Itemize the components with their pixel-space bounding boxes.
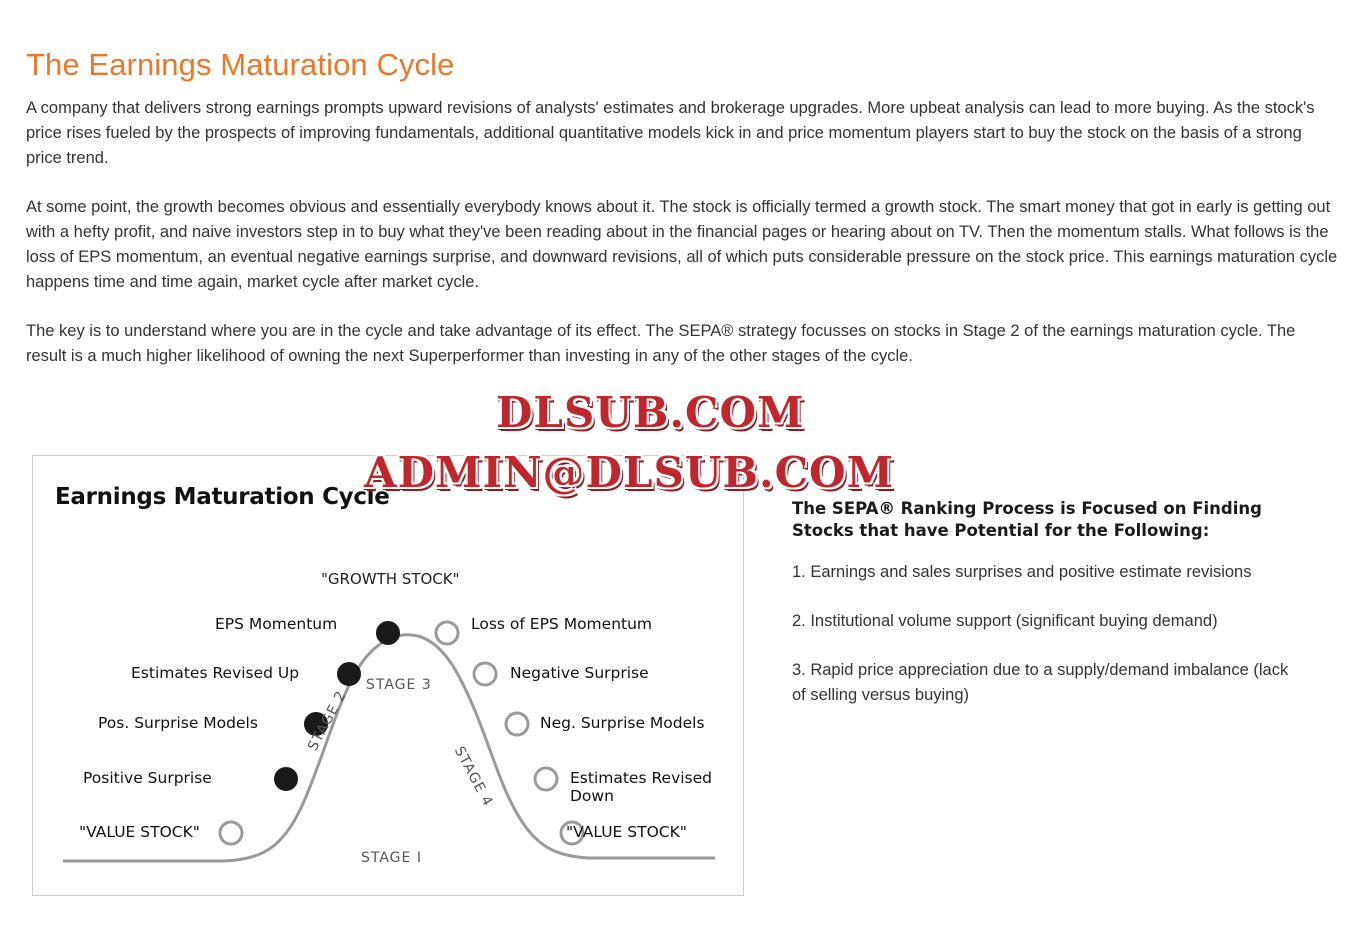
node-neg-surprise-models [506, 713, 528, 735]
node-eps-momentum [377, 622, 399, 644]
sepa-heading: The SEPA® Ranking Process is Focused on Finding Stocks that have Potential for the Following: [792, 499, 1262, 540]
figure-title: Earnings Maturation Cycle [55, 484, 390, 510]
earnings-maturation-cycle-figure [32, 455, 744, 896]
node-estimates-revised-down [535, 768, 557, 790]
figure-stage-2-label: STAGE 2 [305, 687, 350, 754]
node-value-stock-left [220, 822, 242, 844]
watermark-line-2: ADMIN@DLSUB.COM [364, 448, 895, 497]
figure-peak-label: "GROWTH STOCK" [321, 570, 460, 588]
watermark-line-1: DLSUB.COM [496, 388, 805, 437]
node-positive-surprise [275, 768, 297, 790]
body-text [26, 96, 1338, 393]
node-loss-of-eps-momentum [436, 622, 458, 644]
figure-right-label-neg-surprise-models: Neg. Surprise Models [540, 714, 705, 732]
figure-left-label-eps-momentum: EPS Momentum [215, 615, 338, 633]
paragraph-1: A company that delivers strong earnings prompts upward revisions of analysts' estimates and brokerage upgrades. More upbeat analysis can lead to more buying. As the stock's price rises fueled by the prospects of improving fundamentals, additional quantitative models kick in and price momentum players start to buy the stock on the basis of a strong price trend. [26, 99, 1315, 167]
figure-left-label-pos-surprise-models: Pos. Surprise Models [98, 714, 258, 732]
figure-right-label-estimates-revised-down: Estimates Revised Down [570, 769, 713, 805]
figure-right-label-loss-of-eps-momentum: Loss of EPS Momentum [471, 615, 653, 633]
figure-right-label-value-stock: "VALUE STOCK" [566, 823, 687, 841]
figure-right-label-negative-surprise: Negative Surprise [510, 664, 649, 682]
figure-stage-1-label: STAGE I [361, 850, 422, 866]
node-estimates-revised-up [338, 663, 360, 685]
paragraph-3: The key is to understand where you are in the cycle and take advantage of its effect. The SEPA® strategy focusses on stocks in Stage 2 of the earnings maturation cycle. The result is a much higher likelihood of owning the next Superperformer than investing in any of the other stages of the cycle. [26, 322, 1296, 365]
node-negative-surprise [474, 663, 496, 685]
figure-left-label-estimates-revised-up: Estimates Revised Up [131, 664, 300, 682]
figure-left-label-value-stock: "VALUE STOCK" [79, 823, 200, 841]
sepa-item-1: 1. Earnings and sales surprises and positive estimate revisions [792, 563, 1252, 581]
page-title: The Earnings Maturation Cycle [26, 46, 455, 82]
paragraph-2: At some point, the growth becomes obvious and essentially everybody knows about it. The stock is officially termed a growth stock. The smart money that got in early is getting out with a hefty profit, and naive investors step in to buy what they've been reading about in the financial pages or hearing about on TV. Then the momentum stalls. What follows is the loss of EPS momentum, an eventual negative earnings surprise, and downward revisions, all of which puts considerable pressure on the stock price. This earnings maturation cycle happens time and time again, market cycle after market cycle. [26, 198, 1338, 291]
sepa-item-2: 2. Institutional volume support (significant buying demand) [792, 612, 1218, 630]
sepa-ranking-section [792, 498, 1292, 732]
figure-stage-3-label: STAGE 3 [366, 677, 432, 693]
sepa-item-3: 3. Rapid price appreciation due to a supply/demand imbalance (lack of selling versus buying) [792, 661, 1289, 704]
figure-stage-4-label: STAGE 4 [450, 744, 496, 810]
figure-left-label-positive-surprise: Positive Surprise [83, 769, 212, 787]
